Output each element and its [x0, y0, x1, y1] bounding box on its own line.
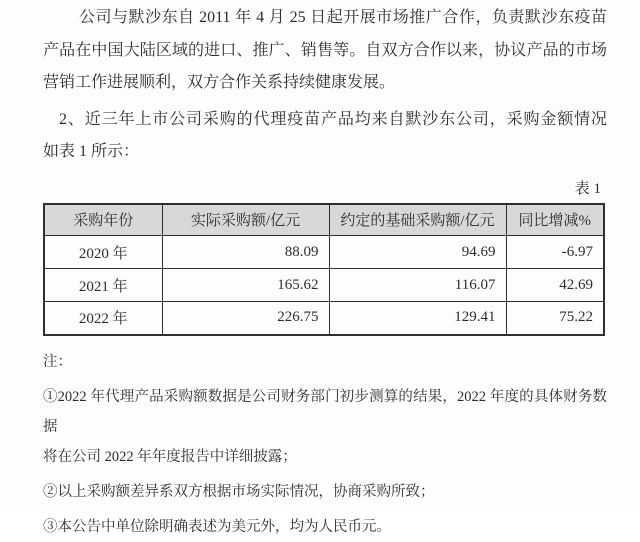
notes-label: 注： — [43, 353, 72, 370]
cell-year: 2020 年 — [44, 236, 162, 269]
para2-line-1: 2、近三年上市公司采购的代理疫苗产品均来自默沙东公司，采购金额情况 — [59, 110, 607, 128]
cell-actual-amount: 226.75 — [162, 302, 329, 335]
table-caption: 表 1 — [574, 180, 601, 197]
note1-line-1: ①2022 年代理产品采购额数据是公司财务部门初步测算的结果，2022 年度的具体财务数据 — [43, 388, 607, 435]
para1-line-2: 产品在中国大陆区域的进口、推广、销售等。自双方合作以来，协议产品的市场 — [43, 41, 607, 59]
note-3: ③本公告中单位除明确表述为美元外，均为人民币元。 — [43, 518, 391, 535]
paragraph-cooperation — [43, 2, 607, 100]
cell-agreed-base-amount: 94.69 — [329, 236, 506, 269]
procurement-table — [43, 203, 605, 336]
cell-yoy-change: -6.97 — [506, 236, 604, 269]
para1-line-3: 营销工作进展顺利，双方合作关系持续健康发展。 — [43, 74, 396, 91]
cell-yoy-change: 42.69 — [506, 269, 604, 302]
note-1 — [43, 382, 607, 472]
table-row-2022 — [44, 302, 604, 335]
cell-agreed-base-amount: 129.41 — [329, 302, 506, 335]
cell-actual-amount: 165.62 — [162, 269, 329, 302]
paragraph-procurement-intro — [43, 104, 607, 169]
notes-section — [43, 348, 607, 542]
col-header-actual-amount: 实际采购额/亿元 — [162, 204, 329, 236]
cell-year: 2022 年 — [44, 302, 162, 335]
cell-actual-amount: 88.09 — [162, 236, 329, 269]
cell-year: 2021 年 — [44, 269, 162, 302]
para2-line-2: 如表 1 所示： — [43, 143, 140, 160]
table-row-2020 — [44, 236, 604, 269]
table-row-2021 — [44, 269, 604, 302]
para1-line-1: 公司与默沙东自 2011 年 4 月 25 日起开展市场推广合作，负责默沙东疫苗 — [79, 9, 607, 26]
cell-yoy-change: 75.22 — [506, 302, 604, 335]
cell-agreed-base-amount: 116.07 — [329, 269, 506, 302]
col-header-agreed-base-amount: 约定的基础采购额/亿元 — [329, 204, 506, 236]
col-header-yoy-change: 同比增减% — [506, 204, 604, 236]
table-header-row — [44, 204, 604, 236]
col-header-year: 采购年份 — [44, 204, 162, 236]
note-2: ②以上采购额差异系双方根据市场实际情况，协商采购所致； — [43, 483, 435, 500]
note1-line-2: 将在公司 2022 年年度报告中详细披露； — [43, 448, 297, 465]
